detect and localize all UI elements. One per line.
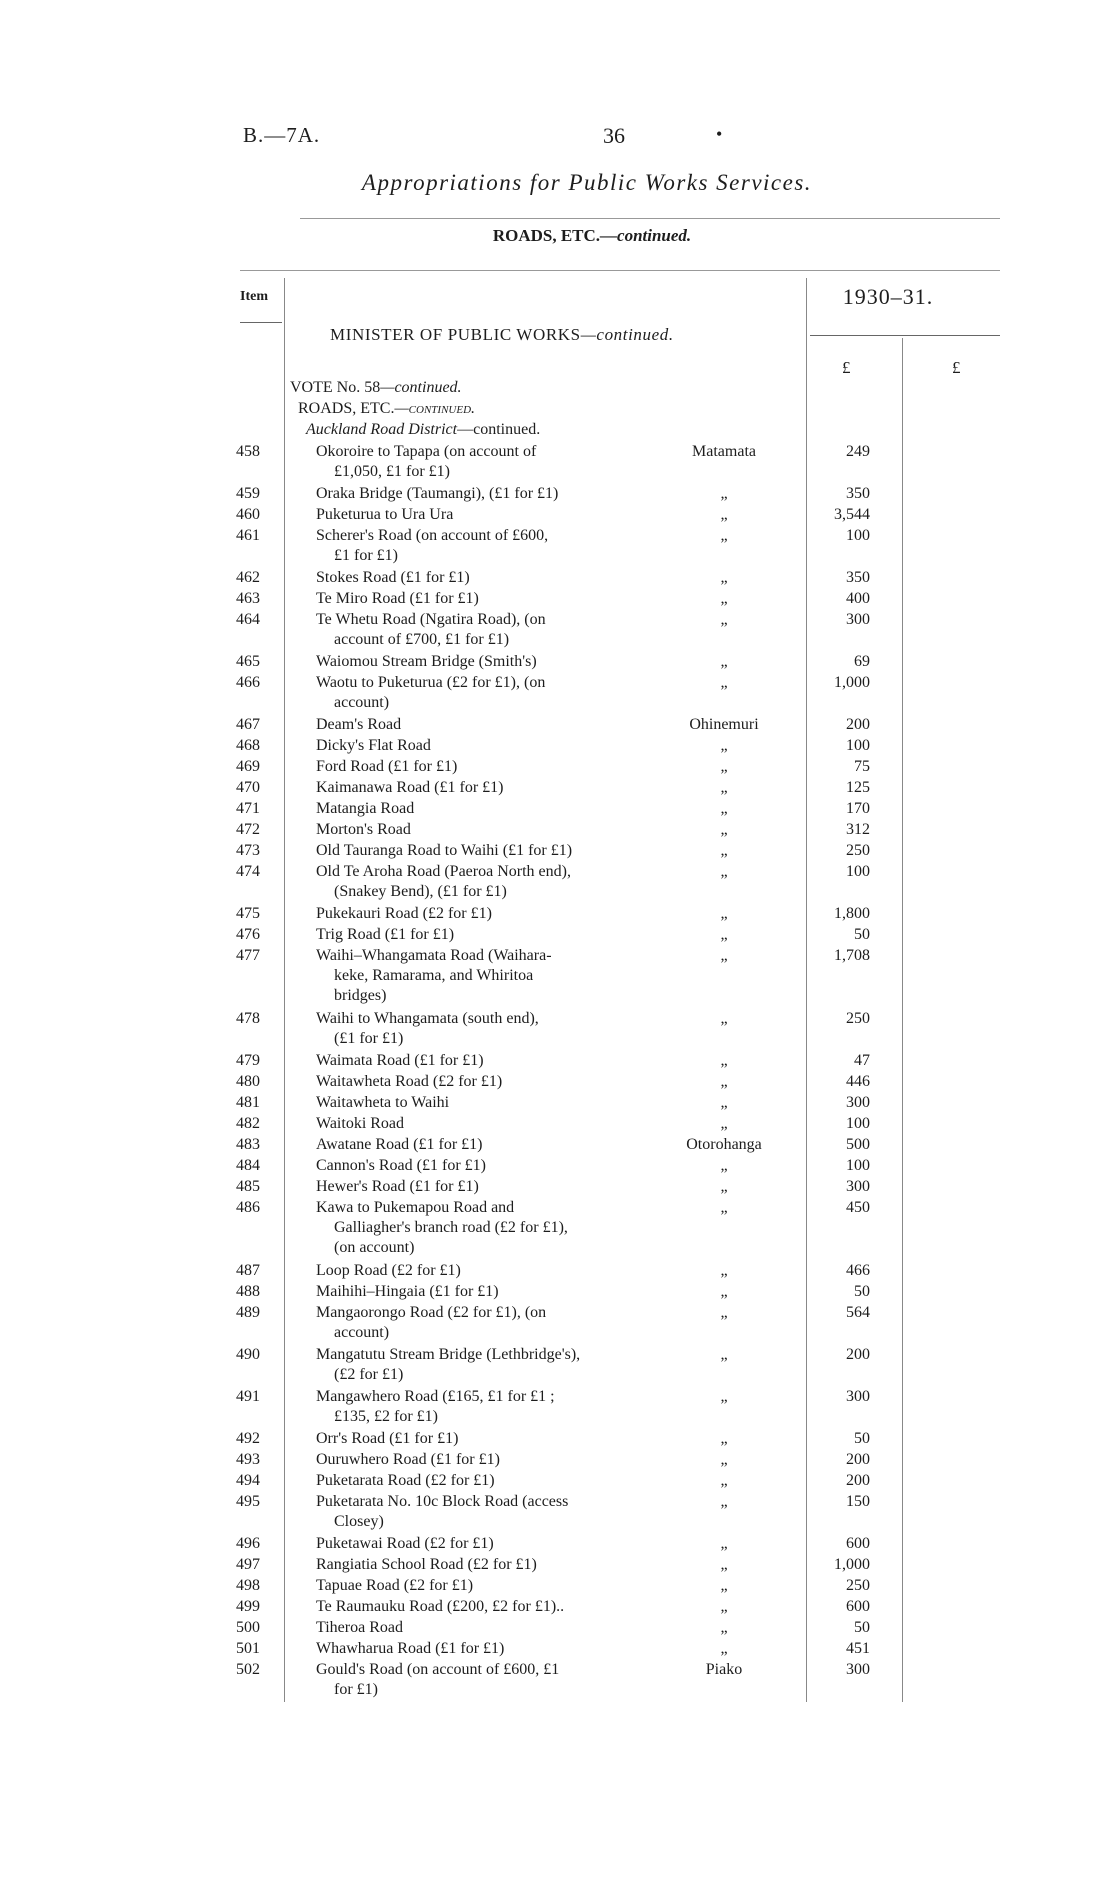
description-continuation: account): [334, 694, 390, 711]
item-number: 467: [236, 716, 260, 733]
district-cell: „: [720, 1157, 728, 1174]
amount-cell: 451: [846, 1640, 870, 1657]
item-description: [316, 1198, 646, 1258]
amount-column-rule: [902, 338, 903, 1702]
district-cell: „: [720, 674, 728, 691]
district-cell: „: [720, 1262, 728, 1279]
district-cell: „: [720, 863, 728, 880]
item-description: [316, 1618, 646, 1638]
item-number: 500: [236, 1619, 260, 1636]
table-top-rule: [240, 270, 1000, 271]
description-line: Waitawheta Road (£2 for £1): [316, 1073, 503, 1090]
item-description: [316, 1072, 646, 1092]
item-description: [316, 904, 646, 924]
item-number: 491: [236, 1388, 260, 1405]
district-cell: Piako: [705, 1661, 743, 1678]
district-cell: „: [720, 1304, 728, 1321]
district-cell: „: [720, 1283, 728, 1300]
item-number: 502: [236, 1661, 260, 1678]
district-cell: „: [720, 611, 728, 628]
item-number: 477: [236, 947, 260, 964]
description-line: Ouruwhero Road (£1 for £1): [316, 1451, 500, 1468]
amount-cell: 250: [846, 1010, 870, 1027]
district-cell: „: [720, 1577, 728, 1594]
amount-cell: 200: [846, 716, 870, 733]
amount-cell: 200: [846, 1472, 870, 1489]
amount-cell: 300: [846, 1661, 870, 1678]
district-cell: „: [720, 1640, 728, 1657]
description-line: Te Miro Road (£1 for £1): [316, 590, 479, 607]
item-number: 484: [236, 1157, 260, 1174]
amount-cell: 1,708: [834, 947, 870, 964]
item-description: [316, 526, 646, 566]
page-number: 36: [603, 123, 625, 148]
item-description: [316, 1660, 646, 1700]
item-number: 487: [236, 1262, 260, 1279]
amount-cell: 100: [846, 863, 870, 880]
item-description: [316, 820, 646, 840]
district-cell: „: [720, 569, 728, 586]
item-number: 483: [236, 1136, 260, 1153]
district-heading: [306, 421, 540, 439]
district-cell: „: [720, 821, 728, 838]
minister-heading: [330, 325, 674, 345]
item-description: [316, 1303, 646, 1343]
description-line: Morton's Road: [316, 821, 411, 838]
description-line: Waimata Road (£1 for £1): [316, 1052, 484, 1069]
district-cell: „: [720, 1094, 728, 1111]
description-continuation: account): [334, 1324, 390, 1341]
district-name: Auckland Road District: [306, 421, 458, 438]
description-line: Matangia Road: [316, 800, 415, 817]
amount-cell: 350: [846, 569, 870, 586]
currency-header-1: £: [842, 358, 851, 377]
description-line: Mangawhero Road (£165, £1 for £1 ;: [316, 1388, 555, 1405]
district-cell: „: [720, 1052, 728, 1069]
item-number: 497: [236, 1556, 260, 1573]
item-description: [316, 652, 646, 672]
roads-name: ROADS, ETC.: [298, 400, 395, 417]
amount-cell: 300: [846, 1094, 870, 1111]
item-number: 485: [236, 1178, 260, 1195]
item-description: [316, 736, 646, 756]
amount-cell: 50: [854, 1283, 870, 1300]
amount-cell: 150: [846, 1493, 870, 1510]
description-continuation: Closey): [334, 1513, 384, 1530]
district-cell: „: [720, 842, 728, 859]
amount-cell: 249: [846, 443, 870, 460]
description-line: Te Whetu Road (Ngatira Road), (on: [316, 611, 546, 628]
district-cell: „: [720, 1535, 728, 1552]
section-name: ROADS, ETC.: [492, 226, 601, 245]
item-number: 489: [236, 1304, 260, 1321]
item-number: 465: [236, 653, 260, 670]
description-continuation: (Snakey Bend), (£1 for £1): [334, 883, 507, 900]
description-line: Rangiatia School Road (£2 for £1): [316, 1556, 537, 1573]
item-description: [316, 1051, 646, 1071]
minister-suffix: —continued.: [580, 325, 674, 344]
item-number: 469: [236, 758, 260, 775]
item-number: 458: [236, 443, 260, 460]
description-continuation: (£2 for £1): [334, 1366, 404, 1383]
description-line: Puketawai Road (£2 for £1): [316, 1535, 494, 1552]
amount-cell: 100: [846, 737, 870, 754]
item-number: 462: [236, 569, 260, 586]
district-cell: „: [720, 1199, 728, 1216]
item-number: 492: [236, 1430, 260, 1447]
district-cell: „: [720, 926, 728, 943]
description-line: Hewer's Road (£1 for £1): [316, 1178, 479, 1195]
vote-suffix: —continued.: [380, 379, 462, 396]
roads-suffix: —continued.: [394, 400, 476, 417]
item-number: 496: [236, 1535, 260, 1552]
description-continuation: £1 for £1): [334, 547, 398, 564]
item-description: [316, 610, 646, 650]
item-description: [316, 442, 646, 482]
item-number: 474: [236, 863, 260, 880]
district-cell: „: [720, 1598, 728, 1615]
item-description: [316, 1093, 646, 1113]
description-line: Whawharua Road (£1 for £1): [316, 1640, 505, 1657]
description-line: Waitawheta to Waihi: [316, 1094, 450, 1111]
item-description: [316, 757, 646, 777]
description-line: Old Tauranga Road to Waihi (£1 for £1): [316, 842, 573, 859]
district-cell: „: [720, 1619, 728, 1636]
amount-cell: 200: [846, 1346, 870, 1363]
item-description: [316, 1135, 646, 1155]
district-cell: „: [720, 653, 728, 670]
district-cell: „: [720, 737, 728, 754]
amount-cell: 50: [854, 1430, 870, 1447]
amount-cell: 450: [846, 1199, 870, 1216]
item-description: [316, 1576, 646, 1596]
item-number: 460: [236, 506, 260, 523]
description-line: Ford Road (£1 for £1): [316, 758, 458, 775]
district-cell: Ohinemuri: [689, 716, 759, 733]
district-cell: „: [720, 527, 728, 544]
description-line: Okoroire to Tapapa (on account of: [316, 443, 537, 460]
district-cell: Matamata: [692, 443, 756, 460]
item-description: [316, 673, 646, 713]
description-continuation: bridges): [334, 987, 387, 1004]
item-description: [316, 1555, 646, 1575]
district-cell: „: [720, 1178, 728, 1195]
amount-cell: 300: [846, 611, 870, 628]
item-description: [316, 799, 646, 819]
item-description: [316, 1639, 646, 1659]
currency-header-2: £: [952, 358, 961, 377]
vote-heading: [290, 379, 462, 397]
description-line: Pukekauri Road (£2 for £1): [316, 905, 492, 922]
item-number: 479: [236, 1052, 260, 1069]
description-line: Awatane Road (£1 for £1): [316, 1136, 483, 1153]
amount-cell: 466: [846, 1262, 870, 1279]
item-description: [316, 778, 646, 798]
amount-cell: 446: [846, 1073, 870, 1090]
item-header-rule: [240, 322, 282, 323]
district-cell: „: [720, 1010, 728, 1027]
item-number: 495: [236, 1493, 260, 1510]
amount-cell: 300: [846, 1178, 870, 1195]
item-column-rule: [284, 278, 285, 1702]
item-number: 480: [236, 1073, 260, 1090]
description-continuation: account of £700, £1 for £1): [334, 631, 510, 648]
item-description: [316, 1597, 646, 1617]
amount-cell: 100: [846, 1115, 870, 1132]
amount-cell: 100: [846, 527, 870, 544]
district-cell: „: [720, 758, 728, 775]
item-number: 486: [236, 1199, 260, 1216]
description-line: Scherer's Road (on account of £600,: [316, 527, 549, 544]
item-description: [316, 1345, 646, 1385]
amount-cell: 350: [846, 485, 870, 502]
item-number: 498: [236, 1577, 260, 1594]
section-title: [0, 226, 1114, 246]
amount-cell: 3,544: [834, 506, 870, 523]
item-number: 468: [236, 737, 260, 754]
district-suffix: —continued.: [457, 421, 541, 438]
district-cell: „: [720, 1115, 728, 1132]
vote-name: VOTE No. 58: [290, 379, 381, 396]
item-description: [316, 1261, 646, 1281]
item-description: [316, 841, 646, 861]
item-column-header: Item: [240, 289, 268, 304]
item-description: [316, 862, 646, 902]
item-description: [316, 589, 646, 609]
item-number: 494: [236, 1472, 260, 1489]
description-continuation: keke, Ramarama, and Whiritoa: [334, 967, 534, 984]
item-description: [316, 1009, 646, 1049]
item-number: 470: [236, 779, 260, 796]
description-continuation: £1,050, £1 for £1): [334, 463, 450, 480]
district-cell: „: [720, 1493, 728, 1510]
item-description: [316, 715, 646, 735]
item-number: 493: [236, 1451, 260, 1468]
description-line: Trig Road (£1 for £1): [316, 926, 455, 943]
description-continuation: for £1): [334, 1681, 378, 1698]
description-line: Gould's Road (on account of £600, £1: [316, 1661, 560, 1678]
amount-cell: 1,000: [834, 1556, 870, 1573]
amount-cell: 400: [846, 590, 870, 607]
item-number: 459: [236, 485, 260, 502]
district-cell: „: [720, 1472, 728, 1489]
amount-cell: 100: [846, 1157, 870, 1174]
item-number: 482: [236, 1115, 260, 1132]
item-number: 499: [236, 1598, 260, 1615]
amount-cell: 170: [846, 800, 870, 817]
description-line: Loop Road (£2 for £1): [316, 1262, 461, 1279]
amount-cell: 75: [854, 758, 870, 775]
page-title: Appropriations for Public Works Services.: [361, 170, 813, 195]
item-number: 481: [236, 1094, 260, 1111]
item-description: [316, 946, 646, 1006]
description-continuation: (£1 for £1): [334, 1030, 404, 1047]
item-description: [316, 1282, 646, 1302]
item-number: 488: [236, 1283, 260, 1300]
amount-cell: 1,000: [834, 674, 870, 691]
item-description: [316, 1429, 646, 1449]
description-continuation: Galliagher's branch road (£2 for £1),: [334, 1219, 568, 1236]
item-description: [316, 505, 646, 525]
item-number: 472: [236, 821, 260, 838]
item-description: [316, 484, 646, 504]
item-number: 501: [236, 1640, 260, 1657]
description-line: Cannon's Road (£1 for £1): [316, 1157, 486, 1174]
item-description: [316, 1177, 646, 1197]
district-cell: „: [720, 506, 728, 523]
description-line: Mangatutu Stream Bridge (Lethbridge's),: [316, 1346, 581, 1363]
amount-cell: 250: [846, 842, 870, 859]
minister-name: MINISTER OF PUBLIC WORKS: [330, 325, 581, 344]
amount-cell: 564: [846, 1304, 870, 1321]
amount-cell: 1,800: [834, 905, 870, 922]
year-header-rule: [810, 335, 1000, 336]
description-continuation: £135, £2 for £1): [334, 1408, 438, 1425]
item-description: [316, 1471, 646, 1491]
description-line: Puketarata Road (£2 for £1): [316, 1472, 495, 1489]
item-description: [316, 568, 646, 588]
amount-cell: 200: [846, 1451, 870, 1468]
item-description: [316, 1114, 646, 1134]
item-description: [316, 1492, 646, 1532]
item-number: 463: [236, 590, 260, 607]
item-number: 476: [236, 926, 260, 943]
amount-cell: 47: [854, 1052, 870, 1069]
item-description: [316, 925, 646, 945]
amount-cell: 600: [846, 1535, 870, 1552]
district-cell: „: [720, 1451, 728, 1468]
item-number: 475: [236, 905, 260, 922]
description-line: Dicky's Flat Road: [316, 737, 431, 754]
item-number: 490: [236, 1346, 260, 1363]
description-line: Te Raumauku Road (£200, £2 for £1)..: [316, 1598, 565, 1615]
description-line: Puketarata No. 10c Block Road (access: [316, 1493, 569, 1510]
district-cell: „: [720, 485, 728, 502]
district-cell: „: [720, 947, 728, 964]
district-cell: „: [720, 1556, 728, 1573]
item-description: [316, 1387, 646, 1427]
section-suffix: —continued.: [600, 226, 692, 245]
document-reference: B.—7A.: [243, 123, 321, 147]
item-number: 464: [236, 611, 260, 628]
description-line: Waihi–Whangamata Road (Waihara-: [316, 947, 552, 964]
district-cell: „: [720, 590, 728, 607]
year-column-header: 1930–31.: [842, 284, 934, 309]
amount-cell: 312: [846, 821, 870, 838]
district-cell: „: [720, 905, 728, 922]
description-line: Oraka Bridge (Taumangi), (£1 for £1): [316, 485, 559, 502]
amount-cell: 250: [846, 1577, 870, 1594]
amount-cell: 50: [854, 926, 870, 943]
description-line: Old Te Aroha Road (Paeroa North end),: [316, 863, 571, 880]
amount-cell: 69: [854, 653, 870, 670]
district-cell: „: [720, 1073, 728, 1090]
district-cell: „: [720, 1346, 728, 1363]
item-description: [316, 1156, 646, 1176]
item-number: 466: [236, 674, 260, 691]
district-cell: „: [720, 1430, 728, 1447]
item-number: 478: [236, 1010, 260, 1027]
item-number: 461: [236, 527, 260, 544]
description-line: Kawa to Pukemapou Road and: [316, 1199, 515, 1216]
description-line: Waihi to Whangamata (south end),: [316, 1010, 539, 1027]
decorative-dot: •: [716, 124, 723, 144]
description-line: Tapuae Road (£2 for £1): [316, 1577, 474, 1594]
item-number: 473: [236, 842, 260, 859]
description-line: Orr's Road (£1 for £1): [316, 1430, 459, 1447]
description-line: Deam's Road: [316, 716, 402, 733]
amount-cell: 300: [846, 1388, 870, 1405]
description-line: Waitoki Road: [316, 1115, 405, 1132]
district-cell: „: [720, 779, 728, 796]
amount-cell: 500: [846, 1136, 870, 1153]
description-line: Stokes Road (£1 for £1): [316, 569, 470, 586]
description-line: Kaimanawa Road (£1 for £1): [316, 779, 504, 796]
description-line: Waotu to Puketurua (£2 for £1), (on: [316, 674, 546, 691]
description-line: Maihihi–Hingaia (£1 for £1): [316, 1283, 499, 1300]
amount-cell: 125: [846, 779, 870, 796]
description-continuation: (on account): [334, 1239, 415, 1256]
district-cell: Otorohanga: [686, 1136, 762, 1153]
description-line: Tiheroa Road: [316, 1619, 403, 1636]
item-description: [316, 1534, 646, 1554]
district-cell: „: [720, 800, 728, 817]
item-number: 471: [236, 800, 260, 817]
description-line: Waiomou Stream Bridge (Smith's): [316, 653, 537, 670]
item-description: [316, 1450, 646, 1470]
description-line: Puketurua to Ura Ura: [316, 506, 454, 523]
title-rule: [300, 218, 1000, 219]
amount-cell: 600: [846, 1598, 870, 1615]
roads-heading: [298, 400, 475, 418]
description-line: Mangaorongo Road (£2 for £1), (on: [316, 1304, 547, 1321]
district-cell: „: [720, 1388, 728, 1405]
amount-cell: 50: [854, 1619, 870, 1636]
